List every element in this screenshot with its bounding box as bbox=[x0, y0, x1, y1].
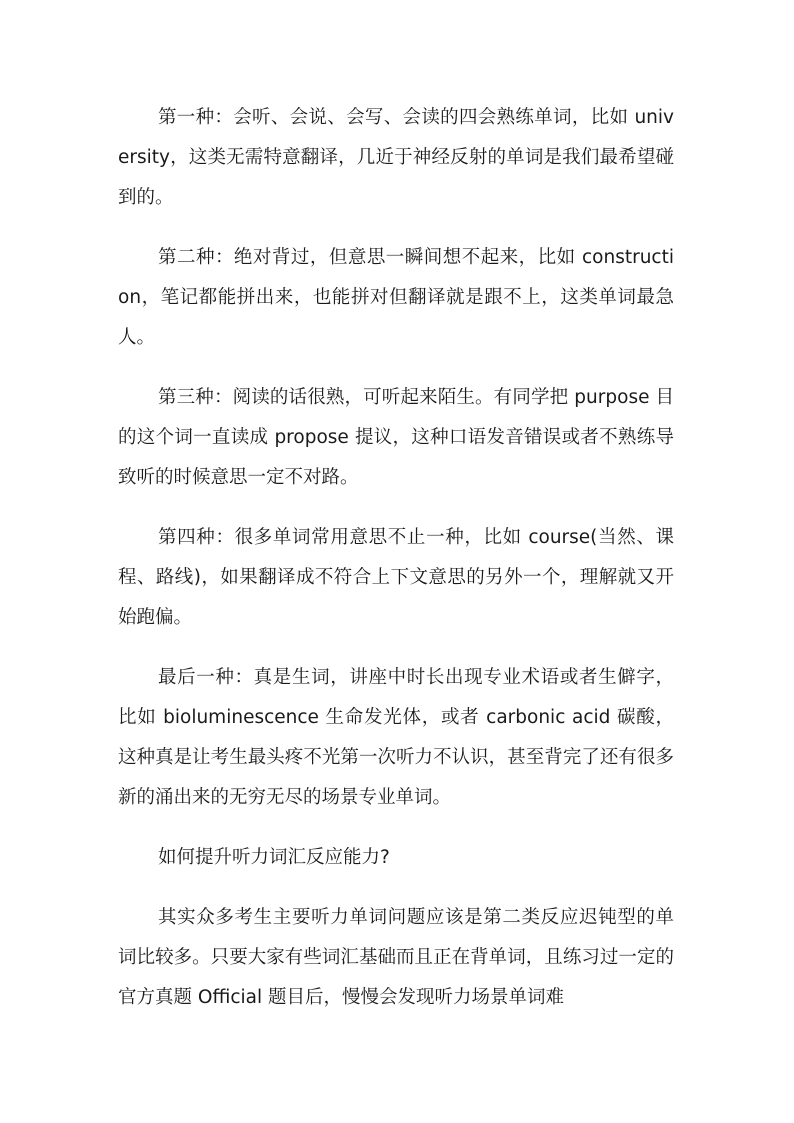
paragraph-type-four: 第四种：很多单词常用意思不止一种，比如 course(当然、课程、路线)，如果翻译成不符合上下文意思的另外一个，理解就又开始跑偏。 bbox=[118, 527, 674, 628]
paragraph-type-three: 第三种：阅读的话很熟，可听起来陌生。有同学把 purpose 目的这个词一直读成 propose 提议，这种口语发音错误或者不熟练导致听的时候意思一定不对路。 bbox=[118, 387, 674, 488]
paragraph-type-last: 最后一种：真是生词，讲座中时长出现专业术语或者生僻字，比如 bioluminescence 生命发光体，或者 carbonic acid 碳酸，这种真是让考生最头疼不光第一次听力不认识，甚至背完了还有很多新的涌出来的无穷无尽的场景专业单词。 bbox=[118, 667, 674, 808]
paragraph-type-one: 第一种：会听、会说、会写、会读的四会熟练单词，比如 university，这类无需特意翻译，几近于神经反射的单词是我们最希望碰到的。 bbox=[118, 107, 674, 208]
paragraph-type-two: 第二种：绝对背过，但意思一瞬间想不起来，比如 construction，笔记都能拼出来，也能拼对但翻译就是跟不上，这类单词最急人。 bbox=[118, 247, 674, 348]
section-heading: 如何提升听力词汇反应能力? bbox=[158, 847, 390, 868]
paragraph-conclusion: 其实众多考生主要听力单词问题应该是第二类反应迟钝型的单词比较多。只要大家有些词汇基础而且正在背单词，且练习过一定的官方真题 Official 题目后，慢慢会发现听力场景单词难 bbox=[118, 907, 674, 1008]
document-body bbox=[118, 98, 674, 1038]
